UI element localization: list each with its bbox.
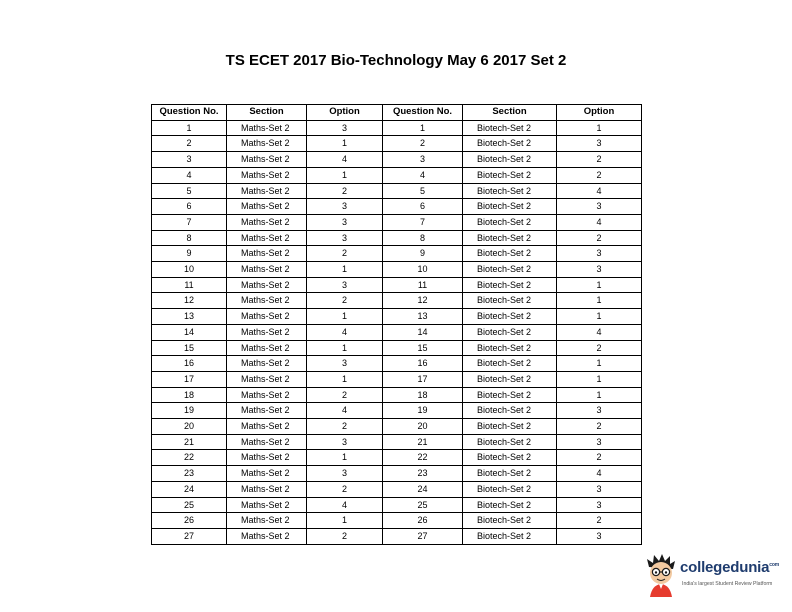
- cell-section: Biotech-Set 2: [463, 277, 557, 293]
- cell-section: Maths-Set 2: [227, 340, 307, 356]
- cell-question-no: 27: [152, 528, 227, 544]
- cell-question-no: 22: [383, 450, 463, 466]
- cell-question-no: 20: [152, 419, 227, 435]
- cell-question-no: 15: [152, 340, 227, 356]
- cell-option: 2: [307, 293, 383, 309]
- table-row: [152, 434, 642, 450]
- cell-option: 3: [307, 277, 383, 293]
- cell-question-no: 12: [383, 293, 463, 309]
- cell-section: Maths-Set 2: [227, 356, 307, 372]
- cell-question-no: 7: [152, 214, 227, 230]
- cell-question-no: 22: [152, 450, 227, 466]
- answer-key-table: [151, 104, 642, 545]
- cell-option: 2: [557, 419, 642, 435]
- cell-question-no: 24: [383, 481, 463, 497]
- logo-brand: [680, 559, 779, 576]
- cell-question-no: 18: [152, 387, 227, 403]
- table-row: [152, 513, 642, 529]
- cell-option: 3: [557, 136, 642, 152]
- table-row: [152, 324, 642, 340]
- cell-question-no: 19: [152, 403, 227, 419]
- cell-option: 1: [557, 356, 642, 372]
- page-title: TS ECET 2017 Bio-Technology May 6 2017 Set 2: [225, 52, 567, 69]
- cell-question-no: 13: [383, 309, 463, 325]
- cell-option: 4: [307, 324, 383, 340]
- cell-option: 4: [557, 466, 642, 482]
- cell-section: Biotech-Set 2: [463, 450, 557, 466]
- table-row: [152, 356, 642, 372]
- cell-question-no: 16: [152, 356, 227, 372]
- cell-section: Maths-Set 2: [227, 293, 307, 309]
- cell-option: 1: [307, 340, 383, 356]
- cell-option: 4: [557, 183, 642, 199]
- header-row: [152, 105, 642, 121]
- cell-question-no: 15: [383, 340, 463, 356]
- cell-section: Biotech-Set 2: [463, 214, 557, 230]
- cell-option: 1: [557, 309, 642, 325]
- cell-option: 2: [307, 246, 383, 262]
- table-row: [152, 183, 642, 199]
- cell-section: Biotech-Set 2: [463, 481, 557, 497]
- cell-question-no: 25: [152, 497, 227, 513]
- cell-question-no: 26: [152, 513, 227, 529]
- cell-section: Biotech-Set 2: [463, 230, 557, 246]
- cell-option: 1: [557, 293, 642, 309]
- header-question-no-1: Question No.: [152, 105, 227, 121]
- cell-section: Biotech-Set 2: [463, 136, 557, 152]
- cell-question-no: 17: [383, 371, 463, 387]
- cell-option: 3: [307, 199, 383, 215]
- cell-question-no: 21: [152, 434, 227, 450]
- mascot-icon: [644, 553, 678, 597]
- cell-question-no: 10: [383, 262, 463, 278]
- cell-option: 3: [307, 466, 383, 482]
- header-option-1: Option: [307, 105, 383, 121]
- cell-option: 4: [307, 497, 383, 513]
- cell-section: Biotech-Set 2: [463, 387, 557, 403]
- cell-section: Biotech-Set 2: [463, 120, 557, 136]
- cell-section: Maths-Set 2: [227, 324, 307, 340]
- cell-question-no: 5: [383, 183, 463, 199]
- cell-section: Maths-Set 2: [227, 466, 307, 482]
- cell-question-no: 1: [152, 120, 227, 136]
- table-row: [152, 152, 642, 168]
- cell-option: 3: [307, 230, 383, 246]
- cell-question-no: 25: [383, 497, 463, 513]
- cell-question-no: 13: [152, 309, 227, 325]
- cell-section: Biotech-Set 2: [463, 293, 557, 309]
- header-question-no-2: Question No.: [383, 105, 463, 121]
- cell-question-no: 11: [383, 277, 463, 293]
- cell-option: 1: [557, 120, 642, 136]
- cell-option: 2: [307, 528, 383, 544]
- cell-section: Biotech-Set 2: [463, 513, 557, 529]
- cell-section: Biotech-Set 2: [463, 371, 557, 387]
- cell-question-no: 26: [383, 513, 463, 529]
- cell-option: 3: [307, 120, 383, 136]
- cell-option: 3: [307, 356, 383, 372]
- table-row: [152, 481, 642, 497]
- cell-section: Maths-Set 2: [227, 230, 307, 246]
- cell-section: Biotech-Set 2: [463, 246, 557, 262]
- cell-section: Biotech-Set 2: [463, 403, 557, 419]
- cell-section: Biotech-Set 2: [463, 497, 557, 513]
- cell-section: Biotech-Set 2: [463, 183, 557, 199]
- table-row: [152, 309, 642, 325]
- cell-question-no: 1: [383, 120, 463, 136]
- logo-tagline: India's largest Student Review Platform: [682, 581, 773, 587]
- cell-section: Maths-Set 2: [227, 481, 307, 497]
- cell-section: Biotech-Set 2: [463, 199, 557, 215]
- cell-question-no: 8: [383, 230, 463, 246]
- cell-option: 3: [557, 246, 642, 262]
- cell-section: Biotech-Set 2: [463, 528, 557, 544]
- logo-brand-suffix: com: [769, 562, 779, 568]
- cell-question-no: 9: [152, 246, 227, 262]
- cell-question-no: 27: [383, 528, 463, 544]
- cell-section: Maths-Set 2: [227, 136, 307, 152]
- cell-section: Biotech-Set 2: [463, 152, 557, 168]
- cell-question-no: 3: [383, 152, 463, 168]
- table-header: [152, 105, 642, 121]
- cell-option: 4: [307, 152, 383, 168]
- table-row: [152, 528, 642, 544]
- cell-option: 2: [557, 152, 642, 168]
- cell-question-no: 21: [383, 434, 463, 450]
- header-section-2: Section: [463, 105, 557, 121]
- cell-question-no: 24: [152, 481, 227, 497]
- cell-option: 3: [557, 262, 642, 278]
- cell-option: 4: [307, 403, 383, 419]
- table-row: [152, 466, 642, 482]
- cell-section: Biotech-Set 2: [463, 167, 557, 183]
- table-row: [152, 387, 642, 403]
- cell-question-no: 3: [152, 152, 227, 168]
- cell-section: Biotech-Set 2: [463, 356, 557, 372]
- cell-option: 3: [557, 199, 642, 215]
- cell-option: 3: [557, 403, 642, 419]
- cell-option: 2: [307, 387, 383, 403]
- cell-option: 2: [557, 340, 642, 356]
- cell-question-no: 4: [152, 167, 227, 183]
- cell-section: Maths-Set 2: [227, 199, 307, 215]
- table-row: [152, 262, 642, 278]
- cell-section: Maths-Set 2: [227, 246, 307, 262]
- cell-section: Maths-Set 2: [227, 403, 307, 419]
- cell-option: 1: [307, 136, 383, 152]
- cell-section: Maths-Set 2: [227, 277, 307, 293]
- cell-question-no: 4: [383, 167, 463, 183]
- cell-option: 3: [307, 434, 383, 450]
- cell-section: Biotech-Set 2: [463, 340, 557, 356]
- cell-section: Biotech-Set 2: [463, 434, 557, 450]
- cell-question-no: 8: [152, 230, 227, 246]
- cell-section: Maths-Set 2: [227, 419, 307, 435]
- cell-question-no: 16: [383, 356, 463, 372]
- cell-question-no: 14: [152, 324, 227, 340]
- header-section-1: Section: [227, 105, 307, 121]
- cell-section: Maths-Set 2: [227, 309, 307, 325]
- cell-question-no: 17: [152, 371, 227, 387]
- cell-section: Maths-Set 2: [227, 120, 307, 136]
- cell-question-no: 12: [152, 293, 227, 309]
- cell-section: Biotech-Set 2: [463, 309, 557, 325]
- cell-section: Maths-Set 2: [227, 497, 307, 513]
- table-row: [152, 230, 642, 246]
- cell-question-no: 6: [383, 199, 463, 215]
- cell-option: 1: [307, 513, 383, 529]
- cell-question-no: 9: [383, 246, 463, 262]
- cell-option: 4: [557, 324, 642, 340]
- table-row: [152, 371, 642, 387]
- table-row: [152, 246, 642, 262]
- table-row: [152, 293, 642, 309]
- cell-section: Maths-Set 2: [227, 513, 307, 529]
- cell-option: 4: [557, 214, 642, 230]
- cell-option: 2: [557, 230, 642, 246]
- table-row: [152, 340, 642, 356]
- cell-question-no: 5: [152, 183, 227, 199]
- logo-brand-text: collegedunia: [680, 559, 770, 576]
- cell-question-no: 20: [383, 419, 463, 435]
- cell-section: Biotech-Set 2: [463, 324, 557, 340]
- cell-section: Biotech-Set 2: [463, 262, 557, 278]
- cell-option: 2: [307, 183, 383, 199]
- cell-question-no: 23: [152, 466, 227, 482]
- table-row: [152, 167, 642, 183]
- cell-section: Maths-Set 2: [227, 450, 307, 466]
- table-row: [152, 403, 642, 419]
- table-row: [152, 450, 642, 466]
- cell-question-no: 7: [383, 214, 463, 230]
- cell-option: 1: [307, 167, 383, 183]
- cell-option: 3: [557, 434, 642, 450]
- cell-section: Maths-Set 2: [227, 152, 307, 168]
- cell-section: Maths-Set 2: [227, 262, 307, 278]
- table-row: [152, 277, 642, 293]
- cell-option: 2: [307, 481, 383, 497]
- table-row: [152, 120, 642, 136]
- cell-section: Maths-Set 2: [227, 167, 307, 183]
- cell-question-no: 23: [383, 466, 463, 482]
- cell-question-no: 2: [152, 136, 227, 152]
- cell-question-no: 18: [383, 387, 463, 403]
- cell-question-no: 6: [152, 199, 227, 215]
- cell-section: Maths-Set 2: [227, 387, 307, 403]
- cell-section: Biotech-Set 2: [463, 419, 557, 435]
- cell-section: Biotech-Set 2: [463, 466, 557, 482]
- cell-question-no: 19: [383, 403, 463, 419]
- cell-option: 3: [557, 528, 642, 544]
- cell-option: 3: [307, 214, 383, 230]
- cell-option: 1: [557, 387, 642, 403]
- cell-section: Maths-Set 2: [227, 183, 307, 199]
- cell-option: 1: [307, 262, 383, 278]
- cell-option: 2: [557, 450, 642, 466]
- collegedunia-logo[interactable]: [644, 553, 789, 601]
- cell-option: 1: [307, 371, 383, 387]
- table-row: [152, 497, 642, 513]
- cell-question-no: 14: [383, 324, 463, 340]
- cell-option: 2: [307, 419, 383, 435]
- cell-option: 1: [557, 277, 642, 293]
- cell-section: Maths-Set 2: [227, 371, 307, 387]
- cell-option: 1: [307, 450, 383, 466]
- header-option-2: Option: [557, 105, 642, 121]
- cell-question-no: 2: [383, 136, 463, 152]
- cell-option: 3: [557, 481, 642, 497]
- cell-option: 1: [307, 309, 383, 325]
- cell-option: 2: [557, 513, 642, 529]
- table-row: [152, 136, 642, 152]
- cell-question-no: 11: [152, 277, 227, 293]
- cell-question-no: 10: [152, 262, 227, 278]
- table-row: [152, 419, 642, 435]
- table-body: [152, 120, 642, 544]
- cell-option: 2: [557, 167, 642, 183]
- table-row: [152, 214, 642, 230]
- cell-section: Maths-Set 2: [227, 528, 307, 544]
- cell-section: Maths-Set 2: [227, 434, 307, 450]
- cell-option: 3: [557, 497, 642, 513]
- cell-option: 1: [557, 371, 642, 387]
- table-row: [152, 199, 642, 215]
- cell-section: Maths-Set 2: [227, 214, 307, 230]
